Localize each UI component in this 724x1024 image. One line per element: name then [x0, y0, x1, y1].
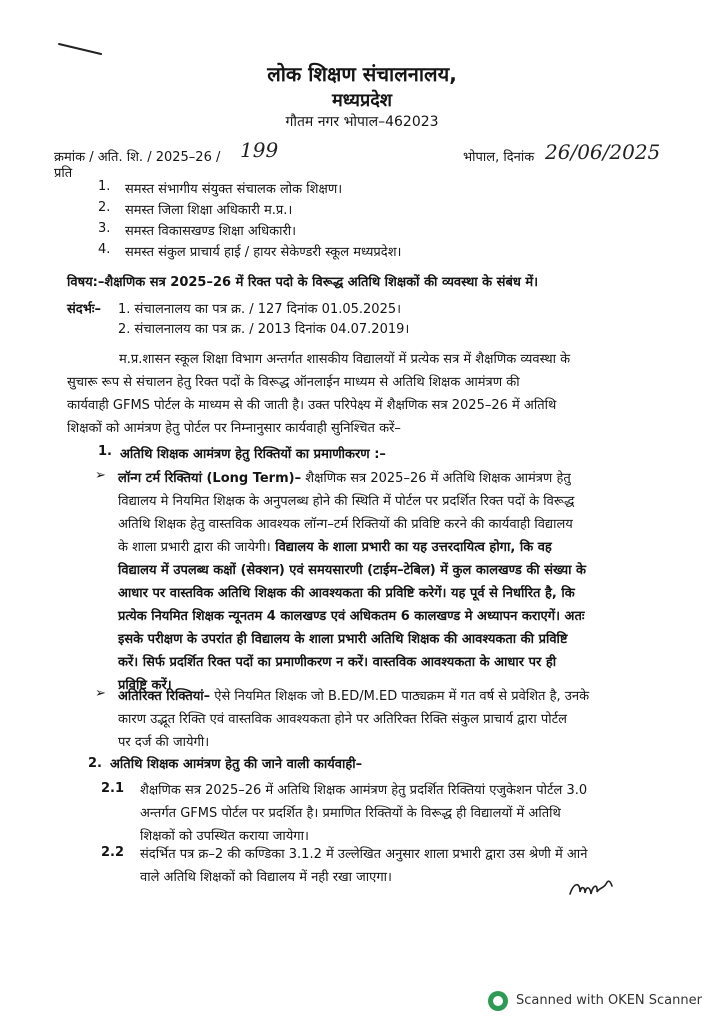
para-line: वाले अतिथि शिक्षकों को विद्यालय में नही रखा जाएगा। — [140, 870, 392, 885]
recipient-number: 1. — [98, 179, 111, 194]
handwritten-initials — [566, 874, 616, 904]
section-2-heading: अतिथि शिक्षक आमंत्रण हेतु की जाने वाली कार्यवाही– — [110, 757, 363, 772]
para-text: ऐसे नियमित शिक्षक जो B.ED/M.ED पाठ्यक्रम में गत वर्ष से प्रवेशित है, उनके — [210, 689, 590, 704]
intro-line: कार्यवाही GFMS पोर्टल के माध्यम से की जाती है। उक्त परिपेक्ष्य में शैक्षणिक सत्र 2025–26 में अतिथि — [67, 398, 557, 413]
para-line: विद्यालय मे नियमित शिक्षक के अनुपलब्ध होने की स्थिति में पोर्टल पर प्रदर्शित रिक्त पदों के विरूद्ध — [118, 494, 575, 509]
pen-stroke-mark — [55, 38, 105, 58]
para-line: करें। सिर्फ प्रदर्शित रिक्त पदों का प्रमाणीकरण न करें। वास्तविक आवश्यकता के आधार पर ही — [118, 655, 557, 670]
scanner-logo — [488, 991, 508, 1011]
para-line: इसके परीक्षण के उपरांत ही विद्यालय के शाला प्रभारी अतिथि शिक्षक की आवश्यकता की प्रविष्टि — [118, 632, 568, 647]
para-line: अन्तर्गत GFMS पोर्टल पर प्रदर्शित है। प्रमाणित रिक्तियों के विरूद्ध ही विद्यालयों में अतिथि — [140, 806, 561, 821]
para-2-2-number: 2.2 — [101, 845, 125, 860]
para-line: पर दर्ज की जायेगी। — [118, 735, 210, 750]
para-line: संदर्भित पत्र क्र–2 की कण्डिका 3.1.2 में उल्लेखित अनुसार शाला प्रभारी द्वारा उस श्रेणी में आने — [140, 847, 588, 862]
para-2-1 — [140, 779, 660, 848]
office-address: गौतम नगर भोपाल–462023 — [285, 114, 439, 130]
reference-item: 2. संचालनालय का पत्र क्र. / 2013 दिनांक 04.07.2019। — [118, 322, 410, 337]
intro-line: म.प्र.शासन स्कूल शिक्षा विभाग अन्तर्गत शासकीय विद्यालयों में प्रत्येक सत्र में शैक्षणिक व्यवस्था के — [119, 352, 571, 367]
office-title: लोक शिक्षण संचालनालय, — [267, 62, 457, 86]
para-line: आधार पर वास्तविक अतिथि शिक्षक की आवश्यकता की प्रविष्टि करेगें। यह पूर्व से निर्धारित है, कि — [118, 586, 575, 601]
subject-line: विषय:–शैक्षणिक सत्र 2025–26 में रिक्त पदो के विरूद्ध अतिथि शिक्षकों की व्यवस्था के संबंध में। — [67, 275, 539, 290]
para-text: के शाला प्रभारी द्वारा की जायेगी। — [118, 540, 271, 555]
recipient-text: समस्त संभागीय संयुक्त संचालक लोक शिक्षण। — [125, 182, 343, 197]
handwritten-letter-number: 199 — [240, 138, 279, 162]
scanner-logo-icon — [488, 991, 508, 1011]
section-2-number: 2. — [88, 756, 102, 771]
para-line: शिक्षकों को उपस्थित कराया जायेगा। — [140, 829, 309, 844]
office-state: मध्यप्रदेश — [331, 90, 392, 111]
para-line: विद्यालय में उपलब्ध कक्षों (सेक्शन) एवं समयसारणी (टाईम–टेबिल) में कुल कालखण्ड की संख्या के — [118, 563, 587, 578]
reference-number-label: क्रमांक / अति. शि. / 2025–26 / — [54, 150, 221, 165]
para-line: प्रविष्टि करें। — [118, 678, 172, 693]
long-term-lead: लॉन्ग टर्म रिक्तियां (Long Term)– — [118, 471, 302, 486]
para-line: प्रत्येक नियमित शिक्षक न्यूनतम 4 कालखण्ड एवं अधिकतम 6 कालखण्ड मे अध्यापन कराएगें। अतः — [118, 609, 585, 624]
scanner-watermark-text: Scanned with OKEN Scanner — [516, 993, 702, 1008]
section-1-number: 1. — [98, 444, 112, 459]
reference-label: संदर्भः– — [67, 302, 101, 317]
recipient-number: 3. — [98, 221, 111, 236]
place-date-label: भोपाल, दिनांक — [463, 150, 535, 165]
arrow-bullet-icon: ➢ — [95, 686, 106, 701]
para-bold-text: विद्यालय के शाला प्रभारी का यह उत्तरदायित्व होगा, कि वह — [270, 540, 552, 555]
para-2-1-number: 2.1 — [101, 781, 125, 796]
section-1-heading: अतिथि शिक्षक आमंत्रण हेतु रिक्तियों का प्रमाणीकरण :– — [120, 447, 386, 462]
intro-line: सुचारू रूप से संचालन हेतु रिक्त पदों के विरूद्ध ऑनलाईन माध्यम से अतिथि शिक्षक आमंत्रण की — [67, 375, 520, 390]
reference-item: 1. संचालनालय का पत्र क्र. / 127 दिनांक 01.05.2025। — [118, 302, 402, 317]
arrow-bullet-icon: ➢ — [95, 468, 106, 483]
para-text: शैक्षणिक सत्र 2025–26 में अतिथि शिक्षक आमंत्रण हेतु — [301, 471, 571, 486]
recipient-text: समस्त विकासखण्ड शिक्षा अधिकारी। — [125, 224, 297, 239]
para-line: अतिथि शिक्षक हेतु वास्तविक आवश्यक लॉन्ग–टर्म रिक्तियों की प्रविष्टि करने की कार्यवाही विद्यालय — [118, 517, 573, 532]
long-term-vacancy-paragraph — [118, 467, 660, 697]
recipient-number: 4. — [98, 242, 111, 257]
additional-lead: अतिरिक्त रिक्तियां– — [118, 689, 211, 704]
prati-label: प्रति — [54, 166, 73, 181]
handwritten-date: 26/06/2025 — [545, 140, 661, 164]
para-line: कारण उद्भूत रिक्ति एवं वास्तविक आवश्यकता होने पर अतिरिक्त रिक्ति संकुल प्राचार्य द्वारा पोर्टल — [118, 712, 567, 727]
intro-paragraph — [67, 348, 660, 440]
additional-vacancy-paragraph — [118, 685, 660, 754]
recipient-number: 2. — [98, 200, 111, 215]
para-line: शैक्षणिक सत्र 2025–26 में अतिथि शिक्षक आमंत्रण हेतु प्रदर्शित रिक्तियां एजुकेशन पोर्टल 3.0 — [140, 783, 588, 798]
recipient-text: समस्त जिला शिक्षा अधिकारी म.प्र.। — [125, 203, 293, 218]
intro-line: शिक्षकों को आमंत्रण हेतु पोर्टल पर निम्नानुसार कार्यवाही सुनिश्चित करें– — [67, 421, 401, 436]
recipient-text: समस्त संकुल प्राचार्य हाई / हायर सेकेण्डरी स्कूल मध्यप्रदेश। — [125, 245, 402, 260]
